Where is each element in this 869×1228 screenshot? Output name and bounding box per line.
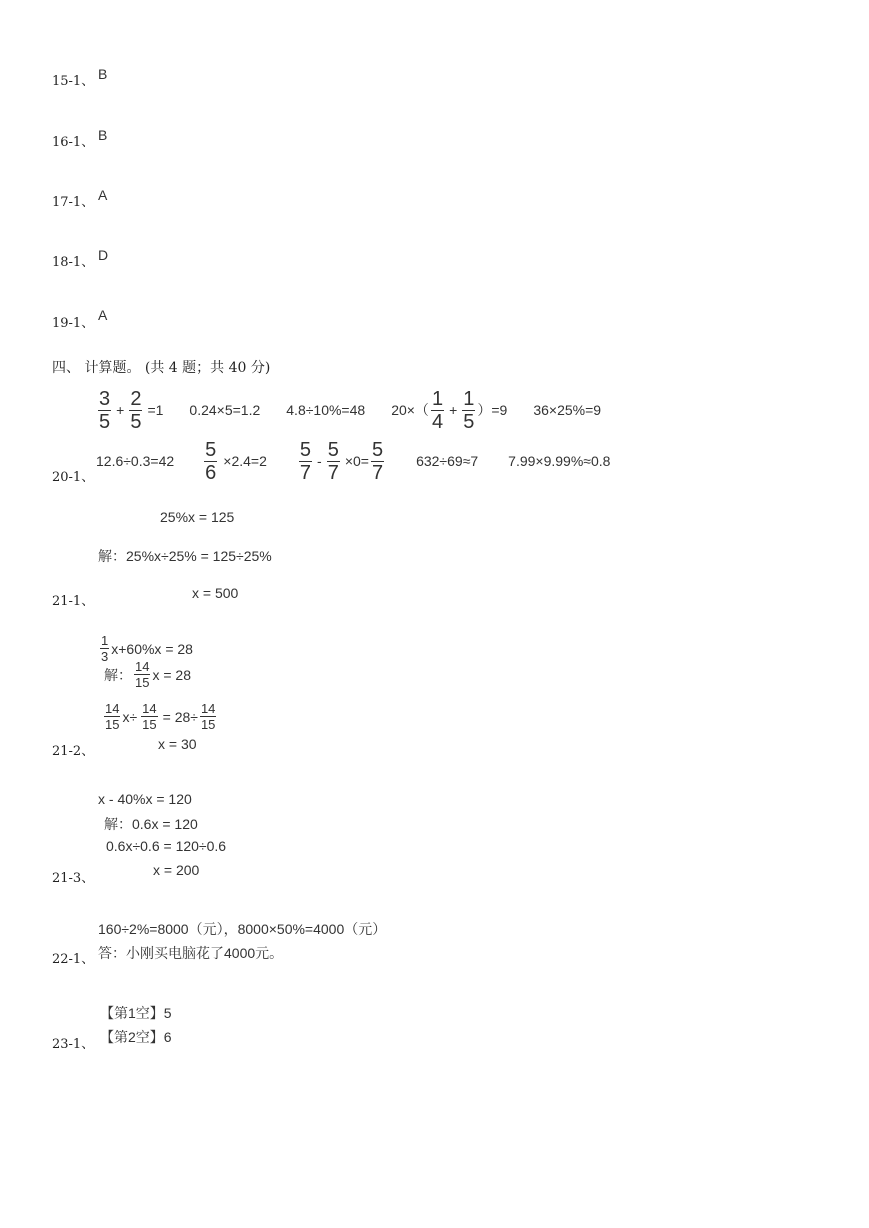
answer-number-22: 22-1、 [52, 952, 95, 967]
answer-number-23: 23-1、 [52, 1037, 95, 1052]
fraction: $\frac{5}{7}$ [371, 438, 384, 484]
q20-expr-3: 4.8÷10%=48 [286, 402, 366, 418]
answer-number-16: 16-1、 [52, 135, 95, 150]
q21-3-line-4: x = 200 [153, 862, 200, 878]
section-heading: 四、 计算题。 (共 4 题；共 40 分) [52, 360, 271, 376]
q21-2-line-2: 解： $\frac{14}{15}$ x = 28 [104, 659, 191, 690]
fraction: $\frac{14}{15}$ [142, 701, 157, 732]
answer-number-15: 15-1、 [52, 74, 95, 89]
fraction: $\frac{5}{7}$ [327, 438, 339, 484]
fraction: $\frac{1}{5}$ [463, 387, 475, 433]
answer-value-17: A [98, 187, 108, 203]
fraction: $\frac{5}{6}$ [205, 438, 217, 484]
q21-3-line-3: 0.6x÷0.6 = 120÷0.6 [106, 838, 227, 854]
answer-number-17: 17-1、 [52, 195, 95, 210]
q21-2-line-1: $\frac{1}{3}$ x+60%x = 28 [101, 633, 193, 664]
answer-number-21-2: 21-2、 [52, 744, 95, 759]
q20-expr-5: 36×25%=9 [533, 402, 602, 418]
q23-line-1: 【第1空】5 [100, 1005, 172, 1021]
fraction: $\frac{14}{15}$ [105, 701, 120, 732]
q21-1-line-3: x = 500 [192, 585, 239, 601]
q20-expr-4: 20×（ $\frac{1}{4}$ + $\frac{1}{5}$ ）=9 [391, 387, 508, 433]
q22-line-1: 160÷2%=8000（元），8000×50%=4000（元） [98, 921, 387, 937]
q20-expr-2: 0.24×5=1.2 [189, 402, 261, 418]
answer-value-19: A [98, 307, 108, 323]
fraction: $\frac{1}{4}$ [431, 387, 444, 433]
q20-expr-1: $\frac{3}{5}$ + $\frac{2}{5}$ =1 [99, 387, 164, 433]
answer-number-20: 20-1、 [52, 470, 95, 485]
answer-number-21-1: 21-1、 [52, 594, 95, 609]
q21-3-line-1: x - 40%x = 120 [98, 791, 192, 807]
answer-value-16: B [98, 127, 108, 143]
q23-line-2: 【第2空】6 [100, 1029, 172, 1045]
fraction: $\frac{14}{15}$ [200, 701, 216, 732]
q20-expr-8: $\frac{5}{7}$ - $\frac{5}{7}$ ×0= $\frac{5}{7}$ [299, 438, 384, 484]
answer-value-15: B [98, 66, 108, 82]
q21-1-line-1: 25%x = 125 [160, 509, 235, 525]
answer-number-18: 18-1、 [52, 255, 95, 270]
fraction: $\frac{2}{5}$ [130, 387, 142, 433]
q21-3-line-2: 解：0.6x = 120 [104, 816, 198, 832]
answer-number-19: 19-1、 [52, 316, 95, 331]
q20-row-2 [96, 440, 610, 482]
q21-2-line-3: $\frac{14}{15}$ x÷ $\frac{14}{15}$ = 28÷ $\frac{14}{15}$ [105, 701, 216, 732]
q21-1-line-2: 解：25%x÷25% = 125÷25% [98, 548, 272, 564]
q20-expr-9: 632÷69≈7 [416, 453, 479, 469]
q20-expr-7: $\frac{5}{6}$ ×2.4=2 [205, 438, 267, 484]
q20-row-1 [96, 387, 627, 433]
q22-line-2: 答：小刚买电脑花了4000元。 [98, 945, 284, 961]
fraction: $\frac{3}{5}$ [99, 387, 111, 433]
answer-number-21-3: 21-3、 [52, 871, 95, 886]
fraction: $\frac{1}{3}$ [101, 633, 109, 664]
fraction: $\frac{14}{15}$ [135, 659, 150, 690]
q21-2-line-4: x = 30 [158, 736, 197, 752]
q20-expr-10: 7.99×9.99%≈0.8 [508, 453, 611, 469]
answer-value-18: D [98, 247, 109, 263]
fraction: $\frac{5}{7}$ [299, 438, 312, 484]
q20-expr-6: 12.6÷0.3=42 [96, 453, 175, 469]
